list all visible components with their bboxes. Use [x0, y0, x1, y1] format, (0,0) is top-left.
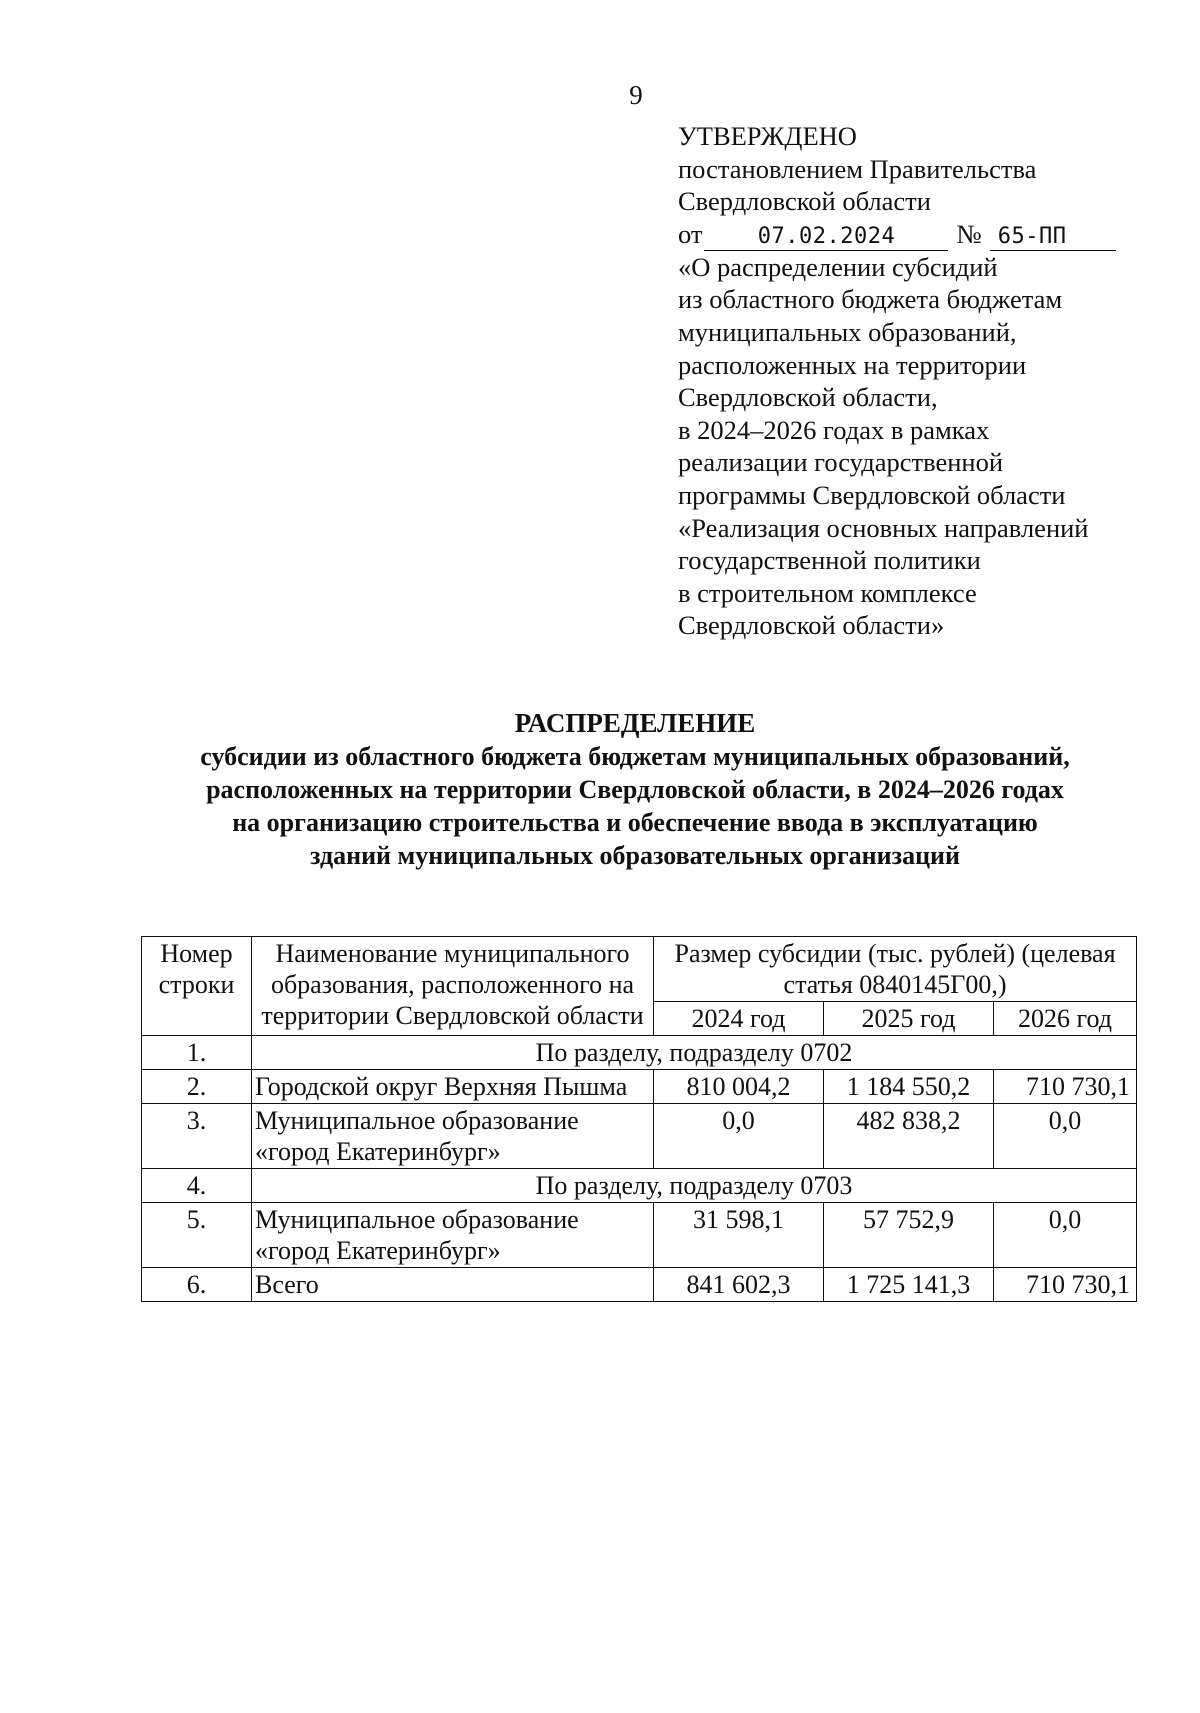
row-number: 3. [142, 1104, 252, 1169]
municipality-name: Городской округ Верхняя Пышма [252, 1070, 654, 1104]
value-2024: 841 602,3 [654, 1268, 824, 1302]
page-number: 9 [629, 80, 643, 110]
title-subtitle-line: субсидии из областного бюджета бюджетам муниципальных образований, [200, 742, 1070, 771]
table-row [142, 1169, 1137, 1203]
number-prefix: № [956, 218, 982, 249]
value-2026: 0,0 [994, 1104, 1137, 1169]
row-number: 4. [142, 1169, 252, 1203]
table-row [142, 1070, 1137, 1104]
subject-line: государственной политики [678, 545, 981, 576]
order-number: 65-ПП [990, 224, 1116, 251]
table-row [142, 1203, 1137, 1268]
subject-line: реализации государственной [678, 447, 1004, 478]
value-2025: 1 184 550,2 [824, 1070, 994, 1104]
header-amount: Размер субсидии (тыс. рублей) (целевая статья 0840145Г00,) [654, 937, 1137, 1002]
header-number: Номер строки [142, 937, 252, 1036]
subject-line: программы Свердловской области [678, 479, 1066, 510]
value-2026: 0,0 [994, 1203, 1137, 1268]
title-main: РАСПРЕДЕЛЕНИЕ [514, 708, 756, 738]
document-title [130, 706, 1140, 872]
value-2024: 31 598,1 [654, 1203, 824, 1268]
subject-line: Свердловской области, [678, 382, 938, 413]
subject-line: «Реализация основных направлений [678, 512, 1089, 543]
subject-line: в 2024–2026 годах в рамках [678, 414, 990, 445]
title-subtitle-line: зданий муниципальных образовательных организаций [309, 841, 961, 870]
approval-block [678, 120, 1148, 642]
value-2025: 1 725 141,3 [824, 1268, 994, 1302]
value-2024: 810 004,2 [654, 1070, 824, 1104]
title-subtitle-line: расположенных на территории Свердловской области, в 2024–2026 годах [206, 775, 1064, 804]
header-year-2024: 2024 год [654, 1002, 824, 1036]
row-number: 5. [142, 1203, 252, 1268]
date-prefix: от [678, 218, 703, 249]
value-2024: 0,0 [654, 1104, 824, 1169]
table-row [142, 1104, 1137, 1169]
subject-line: «О распределении субсидий [678, 251, 998, 282]
municipality-name: Муниципальное образование «город Екатеринбург» [252, 1104, 654, 1169]
municipality-name: Муниципальное образование «город Екатеринбург» [252, 1203, 654, 1268]
subject-line: из областного бюджета бюджетам [678, 284, 1063, 315]
row-number: 2. [142, 1070, 252, 1104]
subject-line: в строительном комплексе [678, 577, 977, 608]
approval-line-2: Свердловской области [678, 186, 931, 217]
value-2026: 710 730,1 [994, 1070, 1137, 1104]
row-number: 6. [142, 1268, 252, 1302]
subject-line: Свердловской области» [678, 610, 945, 641]
header-year-2025: 2025 год [824, 1002, 994, 1036]
value-2025: 482 838,2 [824, 1104, 994, 1169]
order-date-number [678, 218, 1148, 251]
header-name: Наименование муниципального образования, расположенного на территории Свердловской области [252, 937, 654, 1036]
value-2025: 57 752,9 [824, 1203, 994, 1268]
approval-line-1: постановлением Правительства [678, 153, 1037, 184]
section-label: По разделу, подразделу 0703 [252, 1169, 1137, 1203]
table-row [142, 1268, 1137, 1302]
subsidy-table [141, 936, 1137, 1302]
subject-line: расположенных на территории [678, 349, 1027, 380]
header-year-2026: 2026 год [994, 1002, 1137, 1036]
subject-line: муниципальных образований, [678, 316, 1017, 347]
section-label: По разделу, подразделу 0702 [252, 1036, 1137, 1070]
title-subtitle-line: на организацию строительства и обеспечение ввода в эксплуатацию [232, 808, 1038, 837]
order-date: 07.02.2024 [704, 224, 948, 251]
total-label: Всего [252, 1268, 654, 1302]
row-number: 1. [142, 1036, 252, 1070]
value-2026: 710 730,1 [994, 1268, 1137, 1302]
table-row [142, 1036, 1137, 1070]
approval-heading: УТВЕРЖДЕНО [678, 121, 857, 151]
